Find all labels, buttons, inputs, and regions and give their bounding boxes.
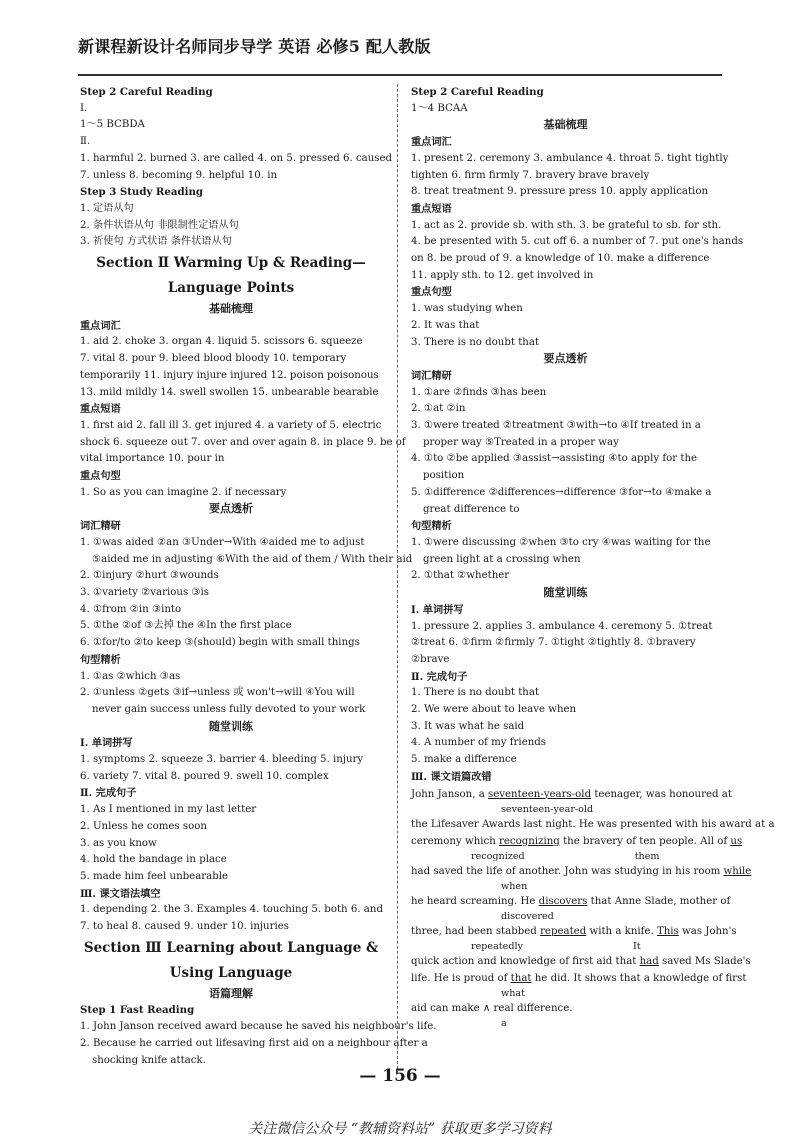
right-line: 4. be presented with 5. cut off 6. a number of 7. put one's hands bbox=[411, 236, 744, 248]
left-line: 1. ①was aided ②an ③Under→With ④aided me to adjust bbox=[80, 536, 365, 548]
left-line: shock 6. squeeze out 7. over and over again 8. in place 9. be of bbox=[80, 436, 406, 448]
left-line: Section Ⅲ Learning about Language & bbox=[83, 939, 379, 956]
left-line: shocking knife attack. bbox=[92, 1054, 206, 1066]
right-line: Step 2 Careful Reading bbox=[411, 86, 544, 98]
correction-text: quick action and knowledge of first aid that bbox=[411, 955, 640, 967]
right-line: 1. ①were discussing ②when ③to cry ④was waiting for the bbox=[411, 536, 711, 548]
left-line: 7. unless 8. becoming 9. helpful 10. in bbox=[80, 169, 278, 181]
left-line: 基础梳理 bbox=[209, 302, 253, 316]
right-line: 4. ①to ②be applied ③assist→assisting ④to apply for the bbox=[411, 453, 698, 465]
right-line: proper way ⑤Treated in a proper way bbox=[423, 436, 619, 448]
left-line: 1. 定语从句 bbox=[80, 202, 134, 214]
right-line: 11. apply sth. to 12. get involved in bbox=[411, 269, 594, 281]
right-line: 重点词汇 bbox=[411, 136, 452, 149]
correction-fix-word: repeatedly bbox=[471, 940, 523, 952]
right-line: 词汇精研 bbox=[411, 369, 452, 382]
right-line: 2. We were about to leave when bbox=[411, 704, 577, 716]
correction-line bbox=[411, 970, 747, 987]
right-line: 2. It was that bbox=[411, 319, 480, 331]
error-correction-passage bbox=[411, 786, 775, 1030]
correction-fix-word: discovered bbox=[501, 910, 554, 922]
left-line: 3. ①variety ②various ③is bbox=[80, 586, 210, 598]
correction-fix-word: It bbox=[632, 940, 641, 952]
correction-line bbox=[411, 786, 732, 803]
correction-fix bbox=[411, 940, 720, 953]
right-line: 1. pressure 2. applies 3. ambulance 4. ceremony 5. ①treat bbox=[411, 620, 713, 632]
right-line: 3. There is no doubt that bbox=[411, 336, 540, 348]
right-line: 重点句型 bbox=[411, 286, 452, 299]
right-line: 重点短语 bbox=[411, 202, 452, 215]
correction-text: the bravery of ten people. All of bbox=[559, 835, 731, 847]
right-line: great difference to bbox=[423, 503, 520, 515]
left-line: Ⅰ. bbox=[80, 102, 88, 114]
left-line: 1. As I mentioned in my last letter bbox=[80, 804, 257, 816]
correction-text: had saved the life of another. John was studying in his room bbox=[411, 865, 724, 877]
left-line: 随堂训练 bbox=[209, 719, 253, 733]
left-line: 2. Unless he comes soon bbox=[80, 820, 207, 832]
correction-error-word: us bbox=[730, 835, 743, 847]
correction-text: the Lifesaver Awards last night. He was presented with his award at a bbox=[411, 818, 775, 830]
left-line: 1. ①as ②which ③as bbox=[80, 670, 181, 682]
right-line: 5. make a difference bbox=[411, 754, 517, 766]
left-line: 语篇理解 bbox=[209, 986, 253, 1000]
left-line: Step 1 Fast Reading bbox=[80, 1004, 195, 1017]
right-line: 基础梳理 bbox=[543, 118, 588, 132]
left-line: 6. variety 7. vital 8. poured 9. swell 10. complex bbox=[80, 770, 329, 782]
left-line: vital importance 10. pour in bbox=[80, 453, 225, 465]
right-line: 1. act as 2. provide sb. with sth. 3. be grateful to sb. for sth. bbox=[411, 219, 722, 231]
right-line: 句型精析 bbox=[411, 520, 452, 533]
correction-fix-word: them bbox=[634, 850, 660, 862]
right-line: ②brave bbox=[411, 653, 450, 665]
left-line: 重点句型 bbox=[80, 470, 121, 483]
correction-line bbox=[411, 893, 731, 910]
left-line: Step 2 Careful Reading bbox=[80, 86, 213, 98]
left-line: never gain success unless fully devoted to your work bbox=[92, 703, 366, 715]
correction-error-word: This bbox=[656, 925, 679, 937]
right-line: 1. present 2. ceremony 3. ambulance 4. throat 5. tight tightly bbox=[411, 152, 729, 164]
correction-text: that Anne Slade, mother of bbox=[587, 895, 731, 907]
correction-fix-word: what bbox=[501, 987, 525, 999]
left-line: 2. 条件状语从句 非限制性定语从句 bbox=[80, 219, 239, 231]
correction-fix bbox=[411, 910, 720, 923]
left-line: 2. Because he carried out lifesaving first aid on a neighbour after a bbox=[80, 1037, 428, 1049]
correction-fix-word: when bbox=[501, 880, 528, 892]
left-line: 5. ①the ②of ③去掉 the ④In the first place bbox=[80, 620, 292, 632]
left-line: 重点词汇 bbox=[80, 319, 121, 332]
correction-line bbox=[411, 863, 752, 880]
correction-fix-word: seventeen-year-old bbox=[501, 803, 594, 815]
right-line: Ⅲ. 课文语篇改错 bbox=[411, 770, 492, 783]
correction-error-word: recognizing bbox=[499, 835, 560, 847]
correction-text: John Janson, a bbox=[411, 788, 489, 800]
correction-fix-word: recognized bbox=[471, 850, 525, 862]
correction-line bbox=[411, 953, 751, 970]
correction-error-word: seventeen-years-old bbox=[488, 788, 592, 800]
left-line: 1. first aid 2. fall ill 3. get injured 4. a variety of 5. electric bbox=[80, 419, 382, 431]
correction-text: with a knife. bbox=[586, 925, 657, 937]
page-header-title: 新课程新设计名师同步导学 英语 必修5 配人教版 bbox=[78, 37, 431, 56]
left-line: 1. aid 2. choke 3. organ 4. liquid 5. scissors 6. squeeze bbox=[80, 336, 363, 348]
correction-text: he heard screaming. He bbox=[411, 895, 539, 907]
correction-text: teenager, was honoured at bbox=[591, 788, 732, 800]
correction-fix bbox=[411, 803, 720, 816]
left-line: 4. hold the bandage in place bbox=[80, 854, 227, 866]
left-line: 词汇精研 bbox=[80, 520, 121, 533]
correction-error-word: while bbox=[723, 865, 752, 877]
right-line: 1～4 BCAA bbox=[411, 102, 468, 114]
left-line: Ⅰ. 单词拼写 bbox=[80, 737, 133, 750]
left-line: 1. harmful 2. burned 3. are called 4. on 5. pressed 6. caused bbox=[80, 152, 393, 164]
left-line: 13. mild mildly 14. swell swollen 15. unbearable bearable bbox=[80, 386, 379, 398]
right-column bbox=[411, 84, 775, 1030]
footer-note: 关注微信公众号 “教辅资料站” 获取更多学习资料 bbox=[248, 1121, 552, 1137]
left-line: Step 3 Study Reading bbox=[80, 186, 203, 199]
correction-text: ceremony which bbox=[411, 835, 500, 847]
header-rule bbox=[78, 74, 722, 76]
right-line: 8. treat treatment 9. pressure press 10. apply application bbox=[411, 186, 709, 198]
left-line: 2. ①unless ②gets ③if→unless 或 won't→will ④You will bbox=[80, 687, 355, 699]
left-line: 1. So as you can imagine 2. if necessary bbox=[80, 486, 287, 498]
left-line: 要点透析 bbox=[209, 502, 253, 516]
left-line: 句型精析 bbox=[80, 653, 121, 666]
right-line: green light at a crossing when bbox=[423, 553, 581, 565]
correction-error-word: had bbox=[639, 955, 659, 967]
right-line: ②treat 6. ①firm ②firmly 7. ①tight ②tightly 8. ①bravery bbox=[411, 637, 696, 649]
correction-fix bbox=[411, 1017, 720, 1030]
correction-text: was John's bbox=[678, 925, 737, 937]
correction-fix bbox=[411, 850, 720, 863]
right-line: 要点透析 bbox=[543, 352, 588, 366]
correction-fix bbox=[411, 880, 720, 893]
left-line: 1. John Janson received award because he saved his neighbour's life. bbox=[80, 1021, 437, 1033]
left-line: temporarily 11. injury injure injured 12. poison poisonous bbox=[80, 369, 379, 381]
right-line: 1. was studying when bbox=[411, 303, 523, 315]
left-line: 5. made him feel unbearable bbox=[80, 870, 229, 882]
right-line: tighten 6. firm firmly 7. bravery brave bravely bbox=[411, 169, 650, 181]
left-line: Ⅱ. 完成句子 bbox=[80, 787, 137, 800]
correction-error-word: discovers bbox=[538, 895, 588, 907]
left-line: 7. to heal 8. caused 9. under 10. injuries bbox=[80, 921, 290, 933]
correction-error-word: that bbox=[510, 972, 532, 984]
right-line: Ⅱ. 完成句子 bbox=[411, 670, 468, 683]
correction-line bbox=[411, 833, 743, 850]
left-line: ⑤aided me in adjusting ⑥With the aid of them / With their aid bbox=[92, 553, 413, 565]
left-line: Using Language bbox=[169, 964, 293, 981]
left-line: 1. depending 2. the 3. Examples 4. touching 5. both 6. and bbox=[80, 904, 383, 916]
left-line: Ⅲ. 课文语法填空 bbox=[80, 887, 161, 900]
correction-line bbox=[411, 816, 775, 833]
right-line: 4. A number of my friends bbox=[411, 737, 547, 749]
right-line: position bbox=[423, 470, 465, 482]
correction-error-word: repeated bbox=[540, 925, 587, 937]
correction-text: three, had been stabbed bbox=[411, 925, 541, 937]
correction-line bbox=[411, 923, 737, 940]
left-line: Language Points bbox=[167, 280, 295, 297]
left-line: 2. ①injury ②hurt ③wounds bbox=[80, 570, 219, 582]
left-line: 1. symptoms 2. squeeze 3. barrier 4. bleeding 5. injury bbox=[80, 754, 364, 766]
column-divider bbox=[397, 84, 398, 1074]
correction-text: saved Ms Slade's bbox=[658, 955, 751, 967]
correction-text: aid can make ∧ real difference. bbox=[411, 1002, 573, 1014]
page-number: — 156 — bbox=[359, 1066, 441, 1086]
right-line: 1. There is no doubt that bbox=[411, 687, 540, 699]
left-line: 1～5 BCBDA bbox=[80, 119, 145, 131]
left-line: 3. 祈使句 方式状语 条件状语从句 bbox=[80, 236, 232, 248]
right-line: 2. ①that ②whether bbox=[411, 570, 510, 582]
left-line: 3. as you know bbox=[80, 837, 157, 849]
left-line: Ⅱ. bbox=[80, 136, 91, 148]
left-line: Section Ⅱ Warming Up & Reading— bbox=[96, 255, 366, 272]
right-line: 2. ①at ②in bbox=[411, 403, 466, 415]
right-line: 随堂训练 bbox=[543, 586, 588, 600]
correction-fix bbox=[411, 987, 720, 1000]
correction-text: he did. It shows that a knowledge of first bbox=[531, 972, 747, 984]
right-line: 5. ①difference ②differences→difference ③for→to ④make a bbox=[411, 486, 712, 498]
right-line: 1. ①are ②finds ③has been bbox=[411, 386, 547, 398]
right-line: Ⅰ. 单词拼写 bbox=[411, 603, 464, 616]
correction-line bbox=[411, 1000, 720, 1017]
left-line: 重点短语 bbox=[80, 403, 121, 416]
left-line: 7. vital 8. pour 9. bleed blood bloody 10. temporary bbox=[80, 353, 347, 365]
correction-text: life. He is proud of bbox=[411, 972, 511, 984]
correction-fix-word: a bbox=[501, 1017, 507, 1029]
left-line: 4. ①from ②in ③into bbox=[80, 603, 182, 615]
right-line: 3. ①were treated ②treatment ③with→to ④If treated in a bbox=[411, 420, 701, 432]
right-line: on 8. be proud of 9. a knowledge of 10. make a difference bbox=[411, 253, 710, 265]
right-line: 3. It was what he said bbox=[411, 720, 525, 732]
left-line: 6. ①for/to ②to keep ③(should) begin with small things bbox=[80, 637, 360, 649]
